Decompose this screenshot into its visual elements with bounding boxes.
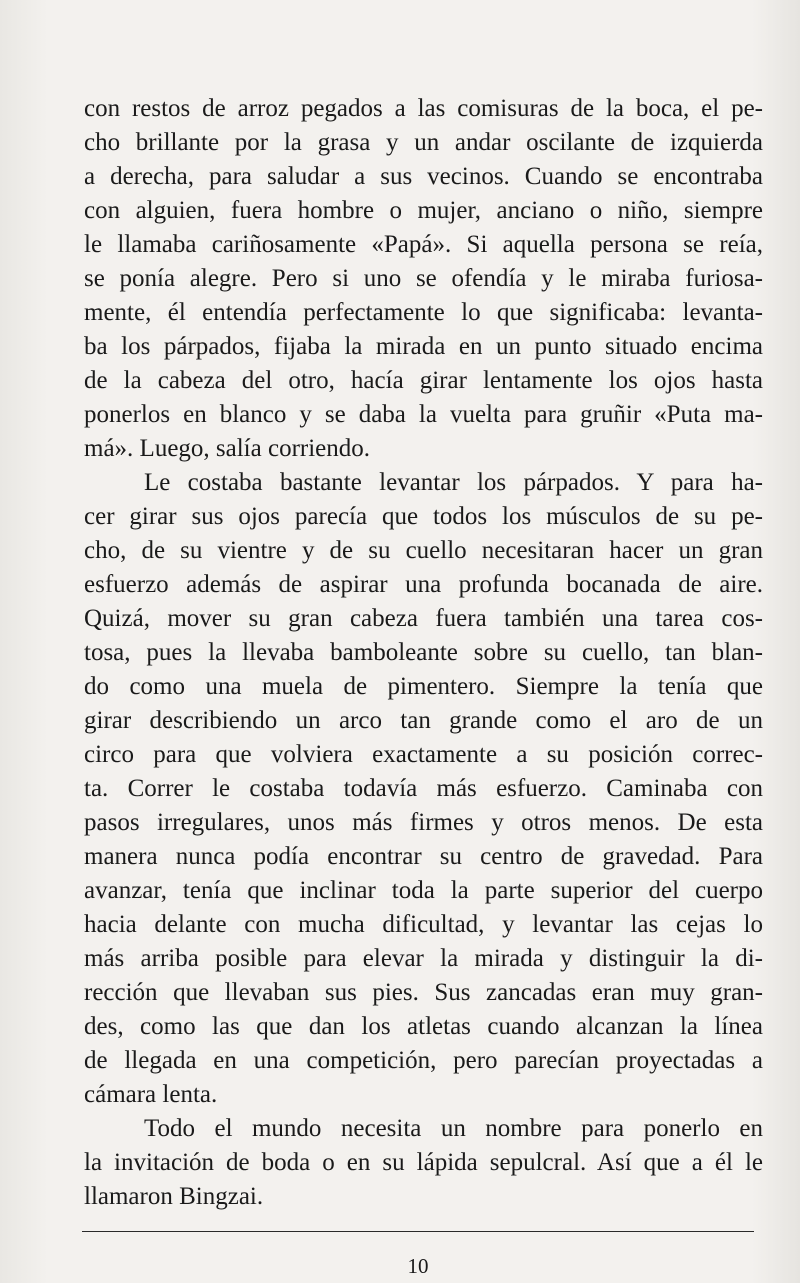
text-line: Todo el mundo necesita un nombre para ponerlo en bbox=[144, 1115, 763, 1142]
text-line: cho brillante por la grasa y un andar oscilante de izquierda bbox=[84, 129, 763, 156]
text-line: mente, él entendía perfectamente lo que significaba: levanta- bbox=[84, 299, 763, 326]
text-line: de llegada en una competición, pero parecían proyectadas a bbox=[84, 1047, 763, 1074]
text-line: se ponía alegre. Pero si uno se ofendía y le miraba furiosa- bbox=[84, 265, 763, 292]
text-line: circo para que volviera exactamente a su posición correc- bbox=[84, 741, 763, 768]
text-line: con alguien, fuera hombre o mujer, anciano o niño, siempre bbox=[84, 197, 763, 224]
text-line: con restos de arroz pegados a las comisuras de la boca, el pe- bbox=[84, 95, 763, 122]
text-line: do como una muela de pimentero. Siempre la tenía que bbox=[84, 673, 763, 700]
text-line: ba los párpados, fijaba la mirada en un punto situado encima bbox=[84, 333, 763, 360]
text-line: pasos irregulares, unos más firmes y otros menos. De esta bbox=[84, 809, 763, 836]
text-line: a derecha, para saludar a sus vecinos. Cuando se encontraba bbox=[84, 163, 763, 190]
text-line: tosa, pues la llevaba bamboleante sobre su cuello, tan blan- bbox=[84, 639, 763, 666]
text-line: le llamaba cariñosamente «Papá». Si aquella persona se reía, bbox=[84, 231, 763, 258]
text-line: la invitación de boda o en su lápida sepulcral. Así que a él le bbox=[84, 1149, 763, 1176]
text-line: girar describiendo un arco tan grande como el aro de un bbox=[84, 707, 763, 734]
text-line: hacia delante con mucha dificultad, y levantar las cejas lo bbox=[84, 911, 763, 938]
text-line: ta. Correr le costaba todavía más esfuerzo. Caminaba con bbox=[84, 775, 763, 802]
body-text bbox=[84, 92, 763, 1214]
text-line: ponerlos en blanco y se daba la vuelta para gruñir «Puta ma- bbox=[84, 401, 763, 428]
text-line: esfuerzo además de aspirar una profunda bocanada de aire. bbox=[84, 571, 763, 598]
footer-rule bbox=[82, 1231, 754, 1232]
text-line: Quizá, mover su gran cabeza fuera también una tarea cos- bbox=[84, 605, 763, 632]
text-line: cho, de su vientre y de su cuello necesitaran hacer un gran bbox=[84, 537, 763, 564]
text-line: Le costaba bastante levantar los párpados. Y para ha- bbox=[144, 469, 763, 496]
text-line: avanzar, tenía que inclinar toda la parte superior del cuerpo bbox=[84, 877, 763, 904]
page-number: 10 bbox=[407, 1254, 429, 1278]
text-line: rección que llevaban sus pies. Sus zancadas eran muy gran- bbox=[84, 979, 763, 1006]
text-line: manera nunca podía encontrar su centro de gravedad. Para bbox=[84, 843, 763, 870]
text-line: cer girar sus ojos parecía que todos los músculos de su pe- bbox=[84, 503, 763, 530]
text-line: má». Luego, salía corriendo. bbox=[84, 435, 371, 462]
text-line: llamaron Bingzai. bbox=[84, 1183, 264, 1210]
text-line: cámara lenta. bbox=[84, 1081, 218, 1108]
text-line: de la cabeza del otro, hacía girar lentamente los ojos hasta bbox=[84, 367, 763, 394]
text-line: más arriba posible para elevar la mirada y distinguir la di- bbox=[84, 945, 763, 972]
text-line: des, como las que dan los atletas cuando alcanzan la línea bbox=[84, 1013, 763, 1040]
